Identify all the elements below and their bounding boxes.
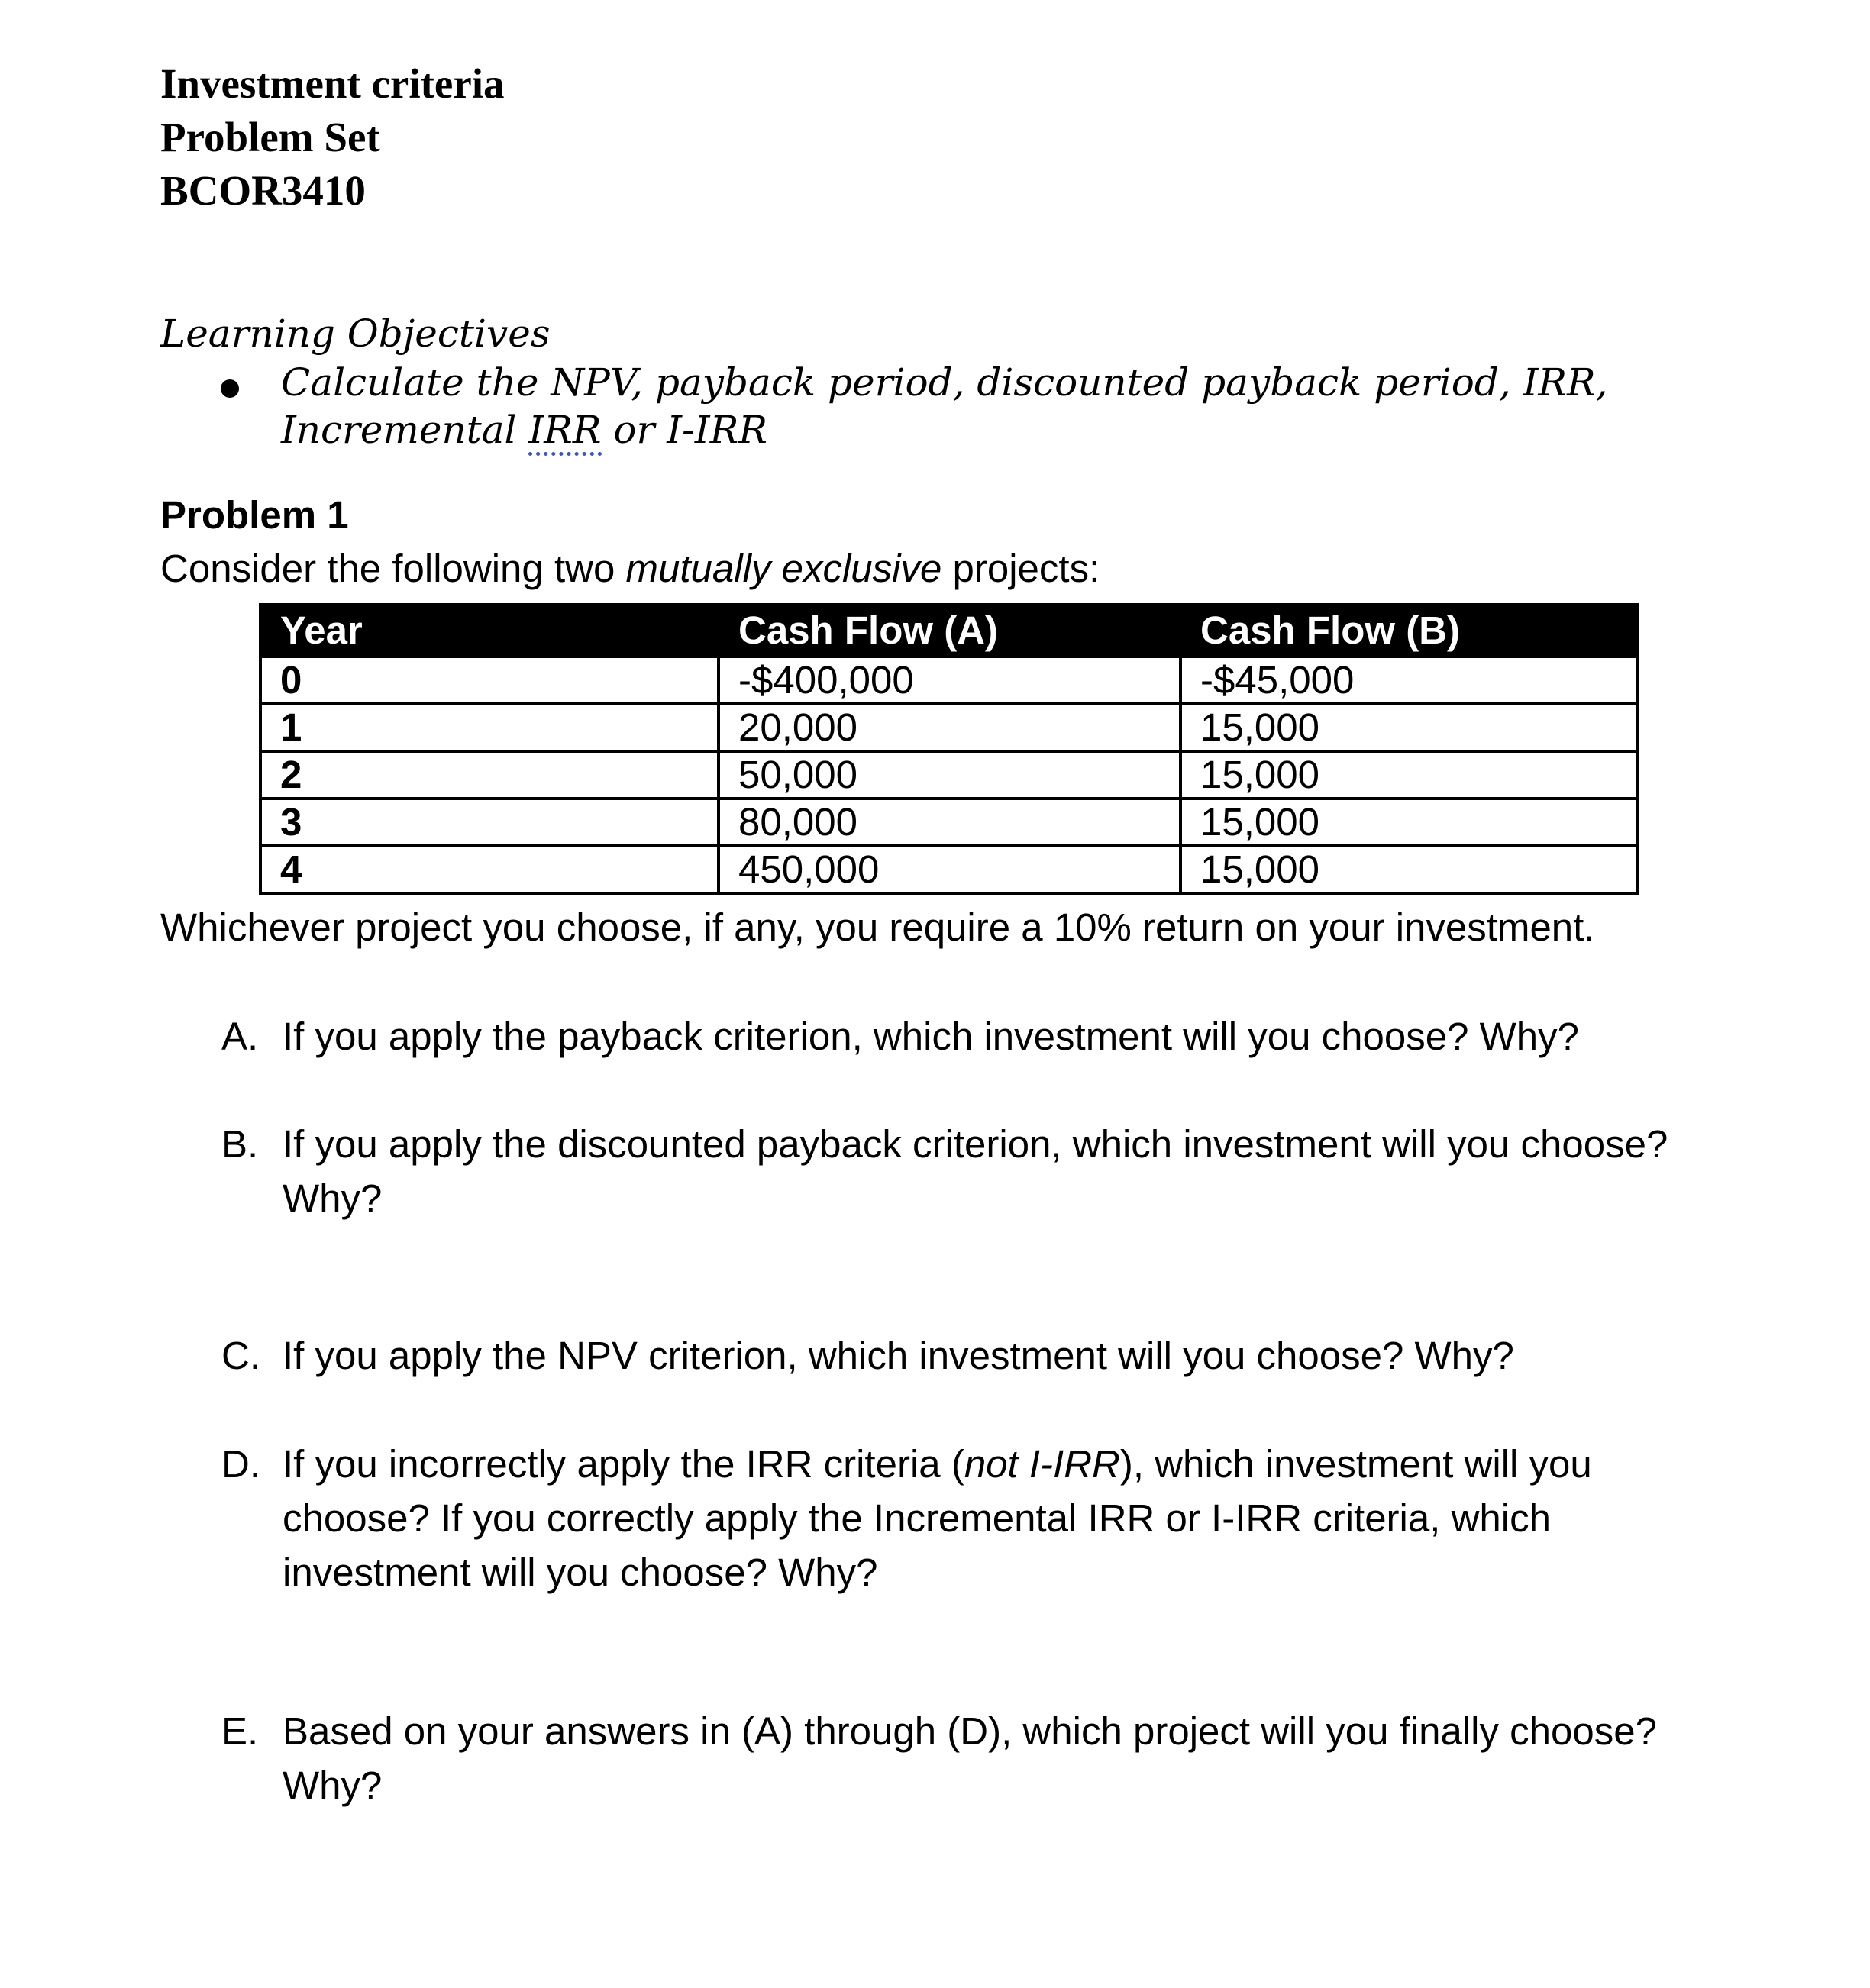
problem-intro [160,546,1100,591]
cash-flow-b-cell: 15,000 [1180,846,1638,893]
question-e [221,1704,1657,1812]
spellcheck-underlined-irr: IRR [528,408,601,456]
header-cash-flow-b: Cash Flow (B) [1180,605,1638,657]
question-a [221,1009,1579,1063]
cash-flow-table [259,603,1639,895]
objective-line-1: Calculate the NPV, payback period, discounted payback period, IRR, [281,360,1608,405]
cash-flow-a-cell: 50,000 [719,751,1180,799]
table-row [260,751,1638,799]
cash-flow-a-cell: 20,000 [719,704,1180,751]
cash-flow-b-cell: -$45,000 [1180,657,1638,704]
question-d [221,1437,1592,1599]
cash-flow-a-cell: -$400,000 [719,657,1180,704]
question-text-cont: choose? If you correctly apply the Incremental IRR or I-IRR criteria, which [283,1496,1551,1540]
intro-italic: mutually exclusive [625,547,942,590]
question-text: If you apply the NPV criterion, which investment will you choose? Why? [283,1334,1514,1377]
year-cell: 4 [260,846,719,893]
cash-flow-a-cell: 450,000 [719,846,1180,893]
header-cash-flow-a: Cash Flow (A) [719,605,1180,657]
question-text-italic: not I-IRR [964,1442,1120,1486]
table-header-row [260,605,1638,657]
learning-objectives-title: Learning Objectives [160,311,551,356]
question-text-post: ), which investment will you [1119,1442,1592,1486]
problem-title: Problem 1 [160,493,349,537]
cash-flow-b-cell: 15,000 [1180,751,1638,799]
doc-type: Problem Set [160,114,380,160]
table-row [260,799,1638,846]
question-text-cont: investment will you choose? Why? [283,1551,878,1594]
intro-pre: Consider the following two [160,547,626,590]
required-return-note: Whichever project you choose, if any, you require a 10% return on your investment. [160,905,1595,949]
table-row [260,704,1638,751]
question-label: D. [221,1442,260,1486]
question-text: If you apply the discounted payback criterion, which investment will you choose? [283,1122,1668,1166]
question-text-cont: Why? [283,1176,383,1220]
header-year: Year [260,605,719,657]
objective-line-2-pre: Incremental [281,408,529,452]
cash-flow-b-cell: 15,000 [1180,799,1638,846]
question-text-pre: If you incorrectly apply the IRR criteria ( [283,1442,964,1486]
question-text-cont: Why? [283,1764,383,1807]
course-code: BCOR3410 [160,167,366,214]
objective-line-2 [281,408,767,452]
year-cell: 1 [260,704,719,751]
question-label: A. [221,1015,259,1058]
year-cell: 3 [260,799,719,846]
question-text: If you apply the payback criterion, which investment will you choose? Why? [283,1015,1579,1058]
year-cell: 2 [260,751,719,799]
question-c [221,1328,1514,1383]
bullet-icon [221,379,239,398]
question-label: C. [221,1334,260,1377]
cash-flow-b-cell: 15,000 [1180,704,1638,751]
cash-flow-a-cell: 80,000 [719,799,1180,846]
intro-post: projects: [941,547,1100,590]
course-topic: Investment criteria [160,60,505,107]
table-row [260,846,1638,893]
question-b [221,1117,1668,1225]
table-row [260,657,1638,704]
question-label: E. [221,1709,259,1753]
objective-line-2-post: or I-IRR [601,408,767,452]
year-cell: 0 [260,657,719,704]
question-label: B. [221,1122,259,1166]
question-text: Based on your answers in (A) through (D), which project will you finally choose? [283,1709,1657,1753]
